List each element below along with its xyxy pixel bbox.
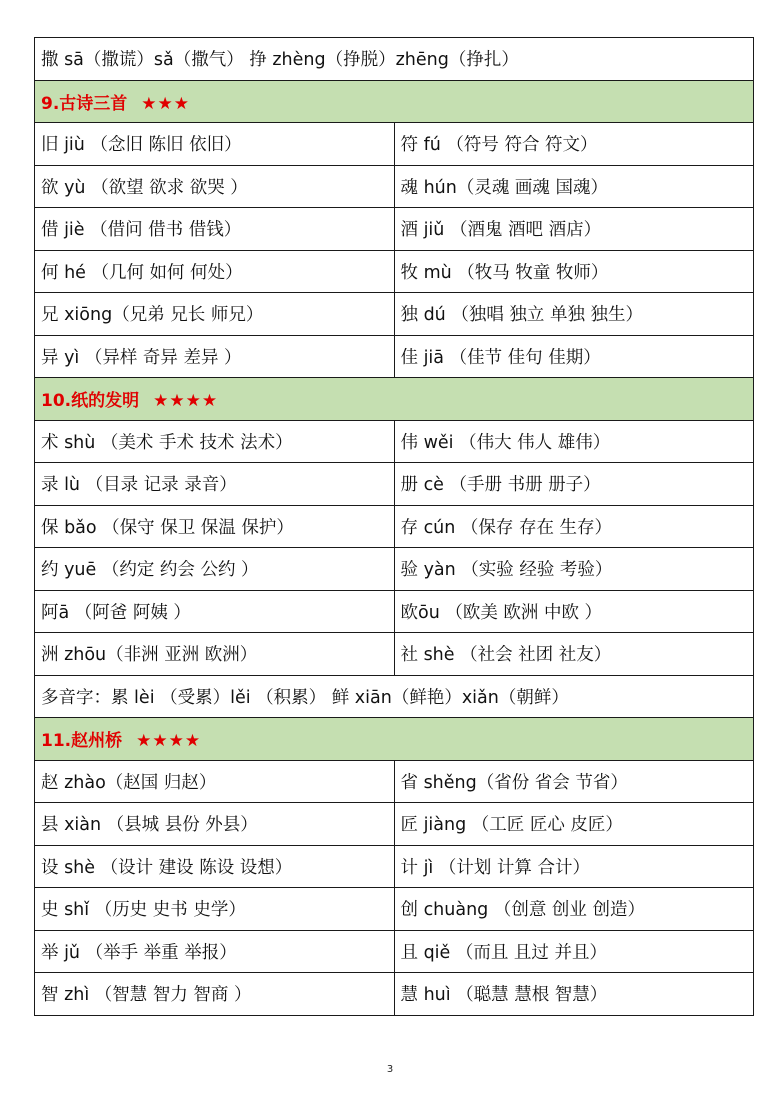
vocab-row — [35, 590, 754, 633]
section-header-row — [35, 378, 754, 421]
vocab-row — [35, 548, 754, 591]
vocab-entry-right: 伟 wěi （伟大 伟人 雄伟） — [394, 420, 754, 463]
vocab-note: 多音字：累 lèi （受累）lěi （积累） 鲜 xiān（鲜艳）xiǎn（朝鲜） — [35, 675, 754, 718]
vocab-entry-left: 术 shù （美术 手术 技术 法术） — [35, 420, 395, 463]
vocab-row — [35, 208, 754, 251]
vocab-note-row — [35, 675, 754, 718]
vocab-entry-left: 欲 yù （欲望 欲求 欲哭 ） — [35, 165, 395, 208]
vocab-entry-right: 社 shè （社会 社团 社友） — [394, 633, 754, 676]
vocab-entry-right: 验 yàn （实验 经验 考验） — [394, 548, 754, 591]
section-header — [35, 378, 754, 421]
section-header — [35, 80, 754, 123]
vocab-row — [35, 335, 754, 378]
vocab-row — [35, 463, 754, 506]
vocab-note-row — [35, 38, 754, 81]
difficulty-stars: ★★★★ — [153, 391, 219, 412]
vocab-note: 撒 sā（撒谎）sǎ（撒气） 挣 zhèng（挣脱）zhēng（挣扎） — [35, 38, 754, 81]
vocab-entry-left: 录 lù （目录 记录 录音） — [35, 463, 395, 506]
vocab-entry-left: 赵 zhào（赵国 归赵） — [35, 760, 395, 803]
vocab-entry-left: 旧 jiù （念旧 陈旧 依旧） — [35, 123, 395, 166]
vocab-entry-right: 魂 hún（灵魂 画魂 国魂） — [394, 165, 754, 208]
vocab-entry-right: 佳 jiā （佳节 佳句 佳期） — [394, 335, 754, 378]
vocab-row — [35, 420, 754, 463]
vocab-row — [35, 973, 754, 1016]
vocab-entry-left: 举 jǔ （举手 举重 举报） — [35, 930, 395, 973]
section-title: 11.赵州桥 — [41, 731, 123, 752]
section-header-row — [35, 718, 754, 761]
vocab-entry-left: 洲 zhōu（非洲 亚洲 欧洲） — [35, 633, 395, 676]
section-header — [35, 718, 754, 761]
vocab-entry-right: 酒 jiǔ （酒鬼 酒吧 酒店） — [394, 208, 754, 251]
vocab-entry-right: 存 cún （保存 存在 生存） — [394, 505, 754, 548]
vocab-entry-left: 兄 xiōng（兄弟 兄长 师兄） — [35, 293, 395, 336]
vocab-row — [35, 293, 754, 336]
vocab-entry-right: 创 chuàng （创意 创业 创造） — [394, 888, 754, 931]
vocab-row — [35, 888, 754, 931]
vocab-entry-right: 省 shěng（省份 省会 节省） — [394, 760, 754, 803]
vocab-entry-left: 约 yuē （约定 约会 公约 ） — [35, 548, 395, 591]
vocab-row — [35, 505, 754, 548]
vocab-entry-right: 匠 jiàng （工匠 匠心 皮匠） — [394, 803, 754, 846]
vocab-entry-right: 计 jì （计划 计算 合计） — [394, 845, 754, 888]
page-number: 3 — [386, 1064, 394, 1075]
vocabulary-table — [34, 37, 754, 1016]
vocab-row — [35, 123, 754, 166]
difficulty-stars: ★★★★ — [136, 731, 202, 752]
vocab-entry-left: 设 shè （设计 建设 陈设 设想） — [35, 845, 395, 888]
difficulty-stars: ★★★ — [141, 93, 191, 114]
vocab-row — [35, 633, 754, 676]
vocab-entry-left: 县 xiàn （县城 县份 外县） — [35, 803, 395, 846]
vocab-row — [35, 930, 754, 973]
vocab-entry-right: 册 cè （手册 书册 册子） — [394, 463, 754, 506]
section-title: 9.古诗三首 — [41, 93, 128, 114]
vocab-row — [35, 760, 754, 803]
vocab-entry-right: 欧ōu （欧美 欧洲 中欧 ） — [394, 590, 754, 633]
vocab-row — [35, 250, 754, 293]
vocab-row — [35, 803, 754, 846]
section-header-row — [35, 80, 754, 123]
vocab-entry-right: 且 qiě （而且 且过 并且） — [394, 930, 754, 973]
vocab-entry-left: 何 hé （几何 如何 何处） — [35, 250, 395, 293]
vocab-entry-left: 阿ā （阿爸 阿姨 ） — [35, 590, 395, 633]
vocab-entry-right: 牧 mù （牧马 牧童 牧师） — [394, 250, 754, 293]
vocab-entry-left: 异 yì （异样 奇异 差异 ） — [35, 335, 395, 378]
vocab-entry-left: 保 bǎo （保守 保卫 保温 保护） — [35, 505, 395, 548]
vocab-entry-left: 借 jiè （借问 借书 借钱） — [35, 208, 395, 251]
section-title: 10.纸的发明 — [41, 391, 140, 412]
vocab-entry-right: 慧 huì （聪慧 慧根 智慧） — [394, 973, 754, 1016]
vocab-entry-right: 符 fú （符号 符合 符文） — [394, 123, 754, 166]
vocab-entry-left: 史 shǐ （历史 史书 史学） — [35, 888, 395, 931]
vocab-row — [35, 165, 754, 208]
vocab-row — [35, 845, 754, 888]
vocabulary-table-body — [35, 38, 754, 1016]
vocab-entry-right: 独 dú （独唱 独立 单独 独生） — [394, 293, 754, 336]
vocab-entry-left: 智 zhì （智慧 智力 智商 ） — [35, 973, 395, 1016]
